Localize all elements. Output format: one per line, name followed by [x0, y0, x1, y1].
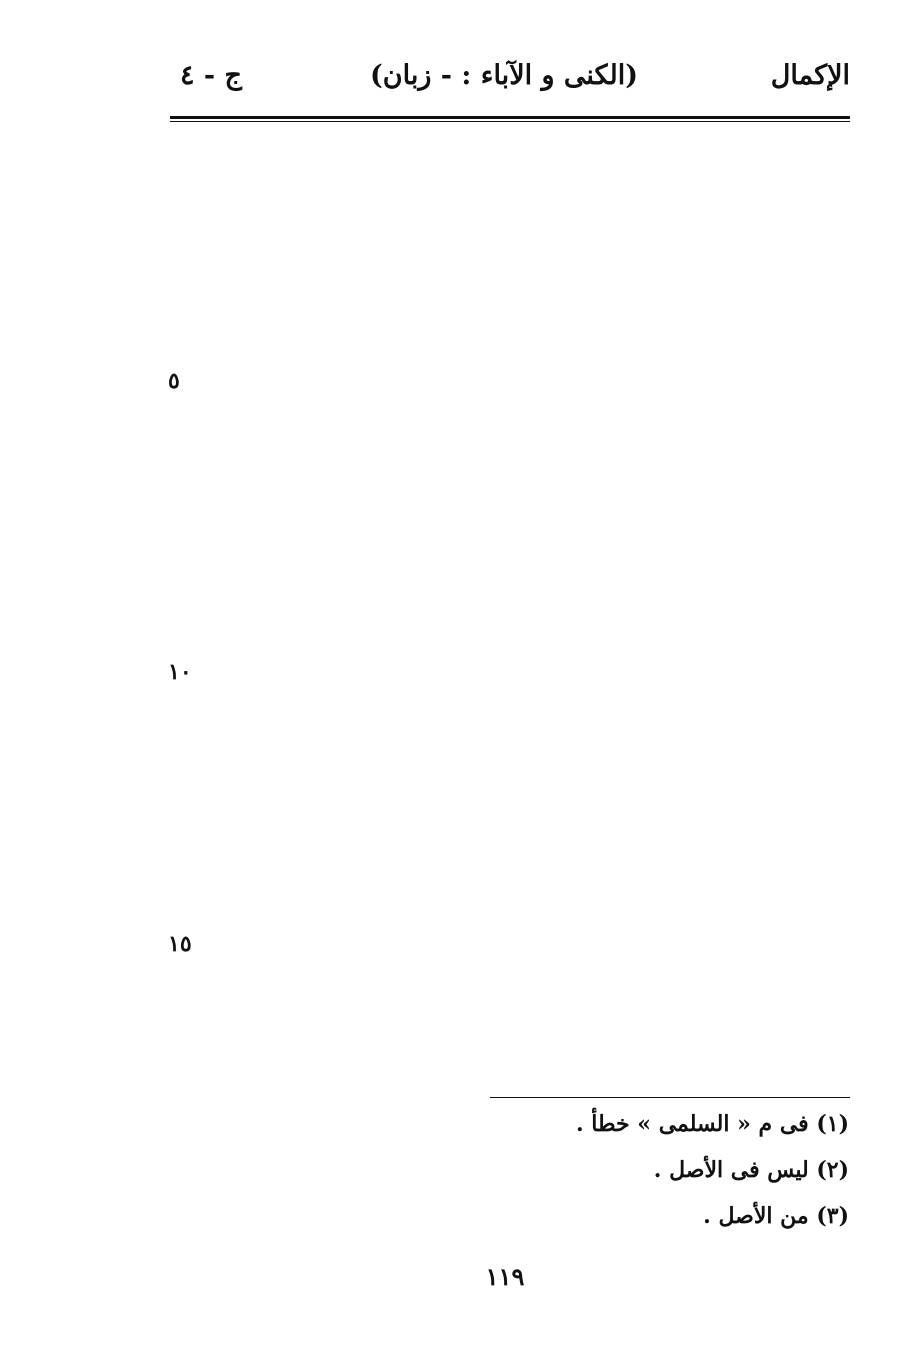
header-rule [170, 116, 850, 119]
line-number: ٥ [168, 368, 180, 394]
header-rule-thin [170, 121, 850, 122]
volume-label: ج - ٤ [180, 60, 242, 91]
footnote: (٢) ليس فى الأصل . [653, 1157, 849, 1183]
footnote-rule [490, 1097, 850, 1098]
line-number: ١٠ [168, 659, 192, 685]
page-header [150, 60, 850, 106]
line-number: ١٥ [168, 931, 192, 957]
footnote: (٣) من الأصل . [703, 1203, 849, 1229]
page-number: ١١٩ [485, 1262, 525, 1291]
section-title: (الكنى و الآباء : - زبان) [370, 60, 638, 91]
book-title: الإكمال [770, 60, 850, 91]
footnote: (١) فى م « السلمى » خطأ . [575, 1111, 849, 1137]
